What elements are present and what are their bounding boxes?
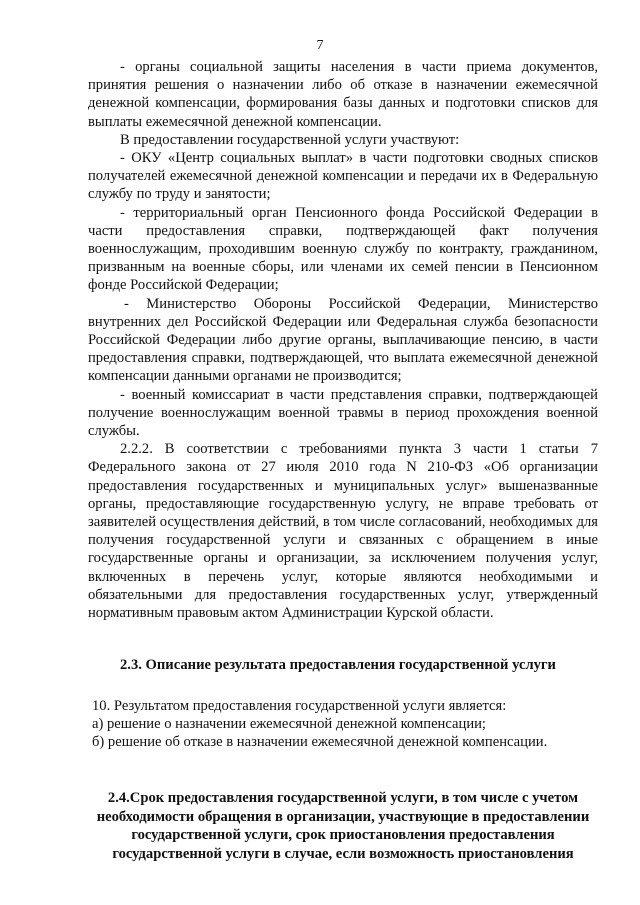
- list-item-a: а) решение о назначении ежемесячной денежной компенсации;: [92, 715, 486, 732]
- page-number: 7: [316, 38, 324, 53]
- paragraph-social-protection: - органы социальной защиты населения в части приема документов, принятия решения о назначении либо об отказе в назначении ежемесячной денежной компенсации, формирования базы данных и подготовки списков для выплаты ежемесячной денежной компенсации.: [88, 59, 598, 130]
- paragraph-pension-fund: - территориальный орган Пенсионного фонда Российской Федерации в части предоставления справки, подтверждающей факт получения военнослужащим, проходившим военную службу по контракту, гражданином, призванным на военные сборы, или членами их семей пенсии в Пенсионном фонде Российской Федерации;: [88, 204, 598, 294]
- paragraph-oku: - ОКУ «Центр социальных выплат» в части подготовки сводных списков получателей ежемесячной денежной компенсации и передачи их в Федеральную службу по труду и занятости;: [88, 150, 598, 203]
- section-heading-2-3: 2.3. Описание результата предоставления государственной услуги: [120, 657, 556, 674]
- paragraph-participants-intro: В предоставлении государственной услуги участвуют:: [120, 131, 460, 148]
- list-item-b: б) решение об отказе в назначении ежемесячной денежной компенсации.: [92, 733, 548, 750]
- section-heading-2-4: 2.4.Срок предоставления государственной услуги, в том числе с учетом необходимости обращения в организации, участвующие в предоставлении государственной услуги, срок приостановления предоставления государственной услуги в случае, если возможность приостановления: [96, 790, 590, 862]
- document-body: [88, 58, 598, 863]
- paragraph-ministry: - Министерство Обороны Российской Федерации, Министерство внутренних дел Российской Федерации или Федеральная служба безопасности Российской Федерации либо другие органы, выплачивающие пенсию, в части предоставления справки, подтверждающей, что выплата ежемесячной денежной компенсации данными органами не производится;: [88, 295, 598, 385]
- paragraph-military-commissariat: - военный комиссариат в части представления справки, подтверждающей получение военнослужащим военной травмы в период прохождения военной службы.: [88, 386, 598, 440]
- paragraph-2-2-2: 2.2.2. В соответствии с требованиями пункта 3 части 1 статьи 7 Федерального закона от 27 июля 2010 года N 210-ФЗ «Об организации предоставления государственных и муниципальных услуг» вышеназванные органы, предоставляющие государственную услугу, не вправе требовать от заявителей осуществления действий, в том числе согласований, необходимых для получения государственной услуги и связанных с обращением в иные государственные органы и организации, за исключением получения услуг, включенных в перечень услуг, которые являются необходимыми и обязательными для предоставления государственных услуг, утвержденный нормативным правовым актом Администрации Курской области.: [88, 441, 598, 622]
- list-item-10: 10. Результатом предоставления государственной услуги является:: [92, 697, 507, 714]
- result-list: [92, 697, 598, 752]
